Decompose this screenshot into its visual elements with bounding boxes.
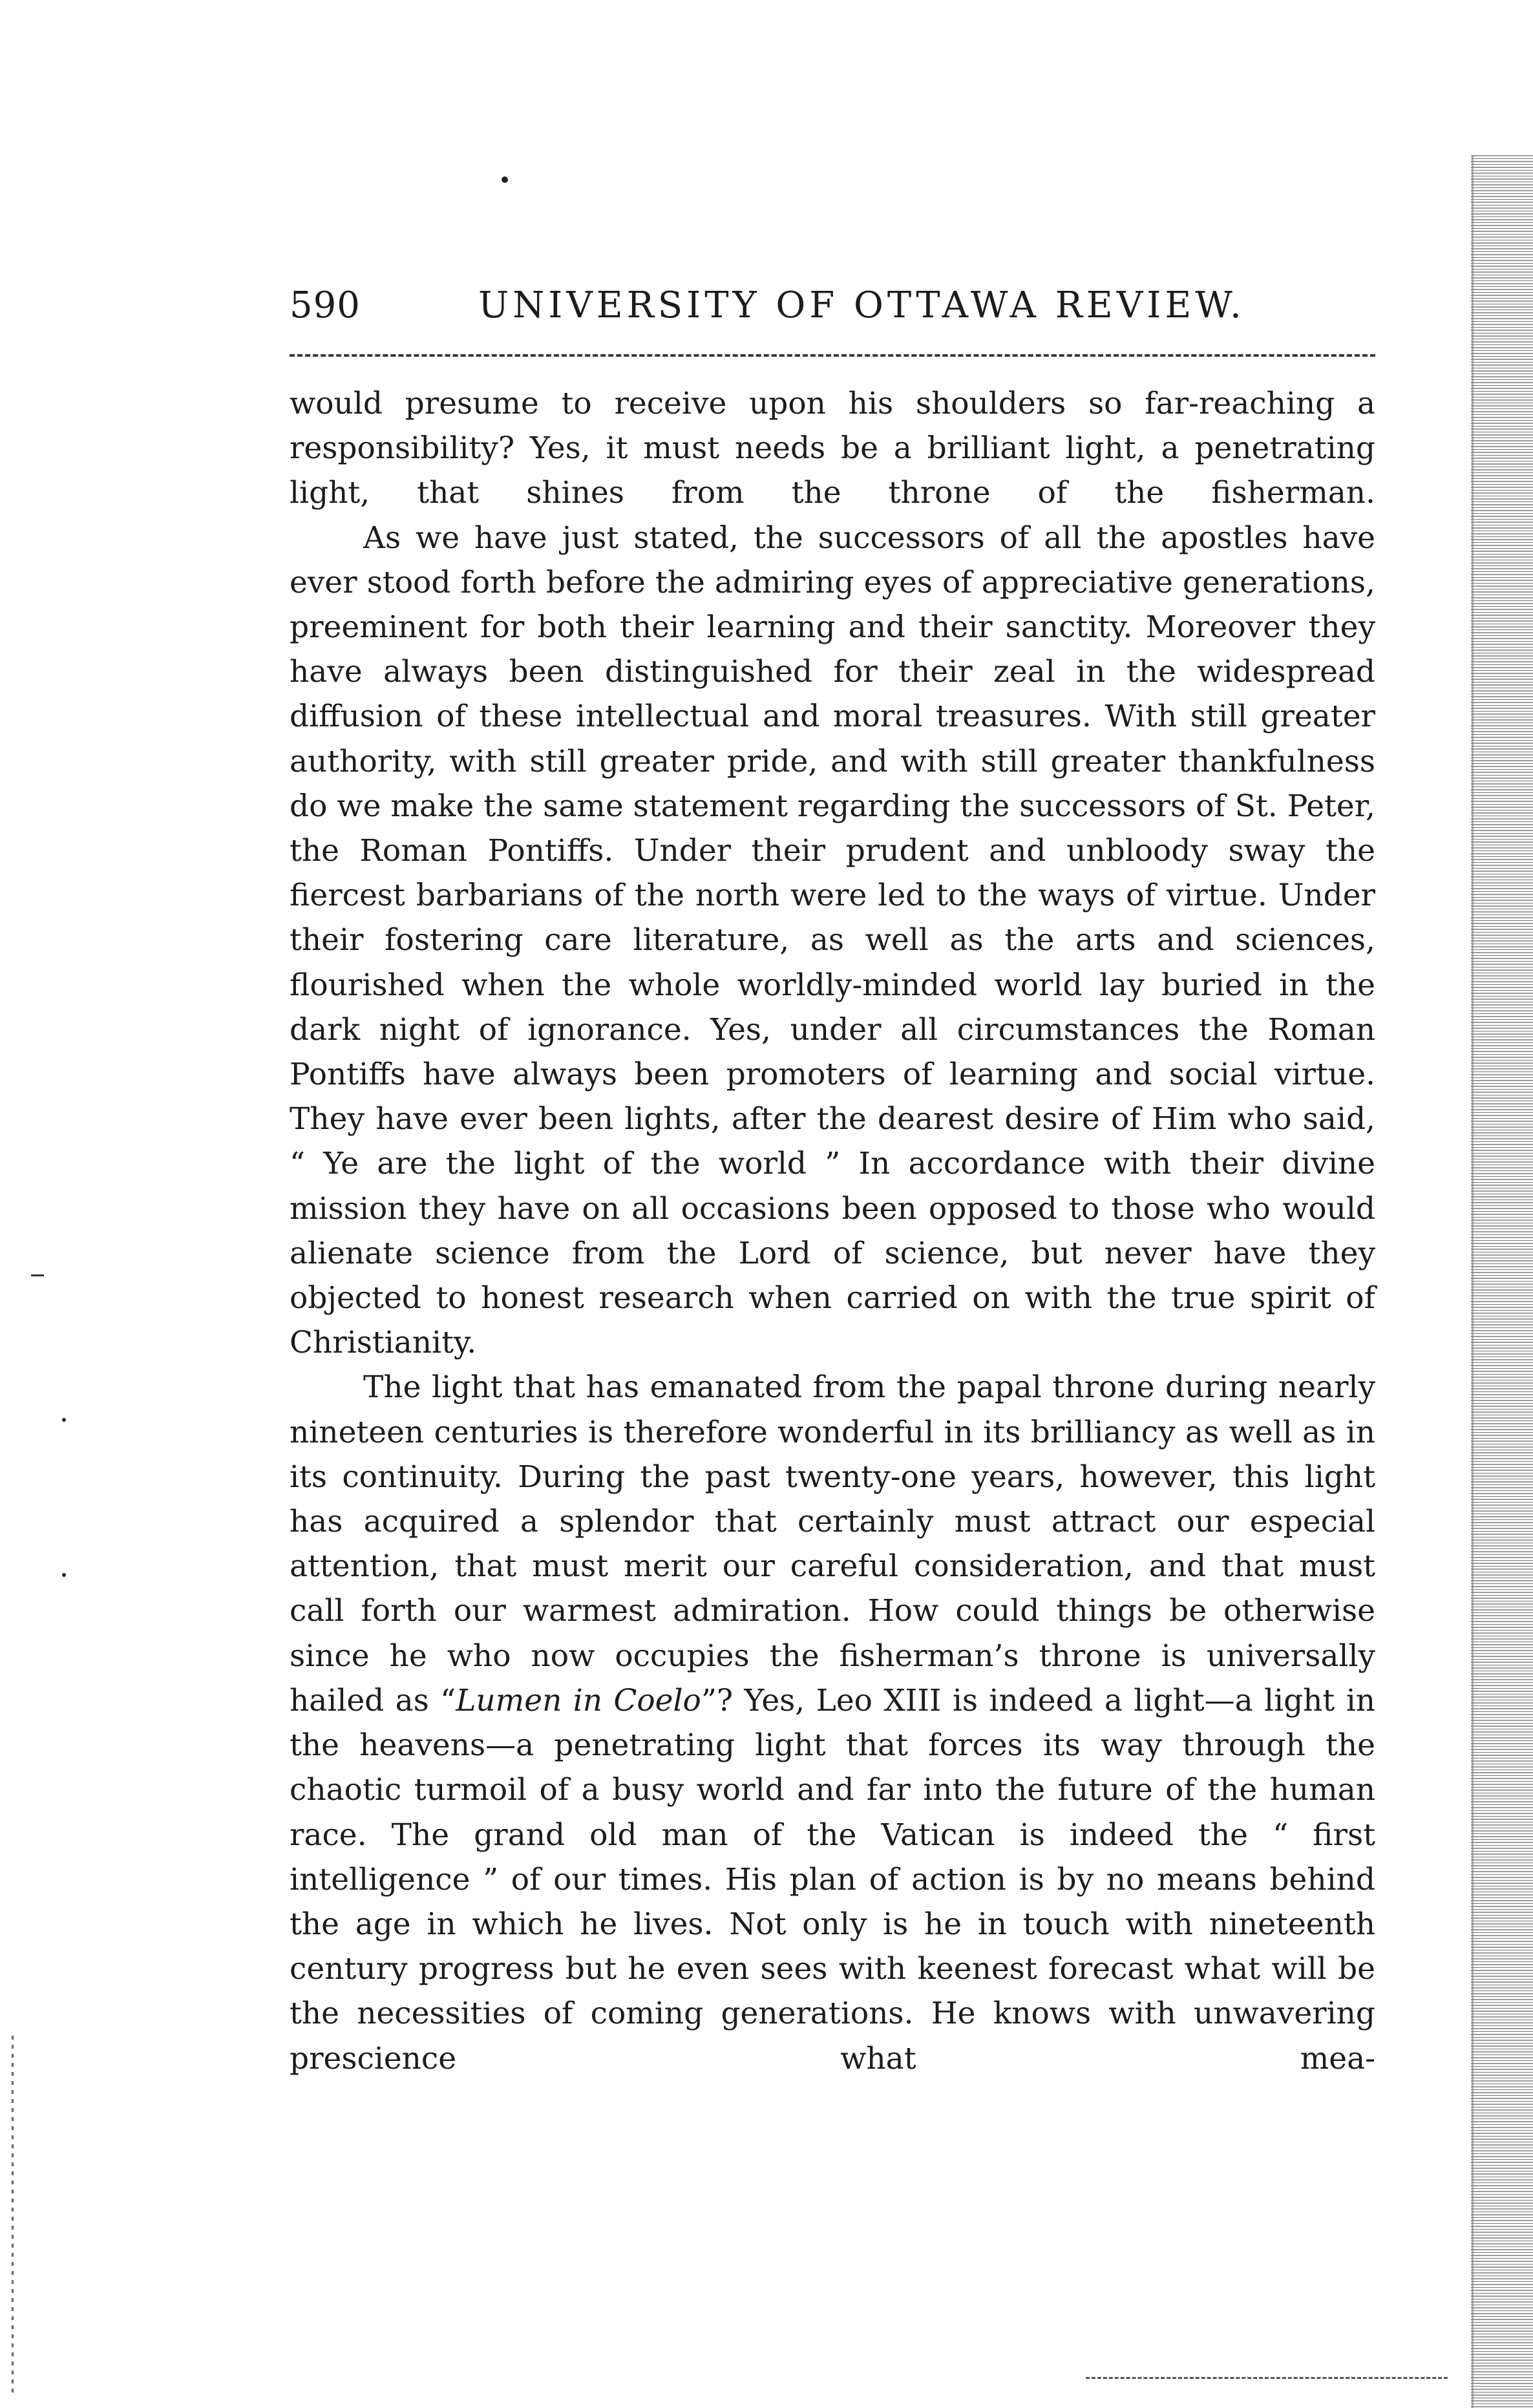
bottom-scan-dash xyxy=(1086,2377,1448,2379)
paragraph-3 xyxy=(290,1365,1375,2080)
lumen-in-coelo-italic: Lumen in Coelo xyxy=(456,1682,701,1718)
scan-edge-line xyxy=(1472,155,1474,2408)
scan-speck xyxy=(62,1418,66,1422)
body-text xyxy=(290,381,1375,2081)
paragraph-3-text-b: ”? Yes, Leo XIII is indeed a light—a light in the heavens—a penetrating light that forces its way through the chaotic turmoil of a busy world and far into the future of the human race. The grand old man of the Vatican is indeed the “ first intelligence ” of our times. His plan of action is by no means behind the age in which he lives. Not only is he in touch with nineteenth century progress but he even sees with keenest forecast what will be the necessities of coming generations. He knows with unwavering prescience what mea- xyxy=(290,1682,1375,2076)
header-rule xyxy=(290,354,1375,357)
scan-speck xyxy=(502,176,508,183)
paragraph-1: would presume to receive upon his shoulders so far-reaching a responsibility? Yes, it must needs be a brilliant light, a penetrating light, that shines from the throne of the fisherman. xyxy=(290,386,1375,511)
running-title: UNIVERSITY OF OTTAWA REVIEW. xyxy=(478,284,1245,326)
scan-speck xyxy=(62,1573,66,1577)
margin-mark xyxy=(31,1274,44,1276)
paragraph-3-text-a: The light that has emanated from the papal throne during nearly nineteen centuries is therefore wonderful in its brilliancy as well as in its continuity. During the past twenty-one years, however, this light has acquired a splendor that certainly must attract our especial attention, that must merit our careful consideration, and that must call forth our warmest admiration. How could things be otherwise since he who now occupies the fisherman’s throne is universally hailed as “ xyxy=(290,1369,1375,1718)
page-number: 590 xyxy=(290,284,361,326)
margin-line-artifact xyxy=(12,2036,14,2398)
paragraph-2: As we have just stated, the successors of all the apostles have ever stood forth before the admiring eyes of appreciative generations, preeminent for both their learning and their sanctity. Moreover they have always been distinguished for their zeal in the widespread diffusion of these intellectual and moral treasures. With still greater authority, with still greater pride, and with still greater thankfulness do we make the same statement regarding the successors of St. Peter, the Roman Pontiffs. Under their prudent and unbloody sway the fiercest barbarians of the north were led to the ways of virtue. Under their fostering care literature, as well as the arts and sciences, flourished when the whole worldly-minded world lay buried in the dark night of ignorance. Yes, under all circumstances the Roman Pontiffs have always been promoters of learning and social virtue. They have ever been lights, after the dearest desire of Him who said, “ Ye are the light of the world ” In accordance with their divine mission they have on all occasions been opposed to those who would alienate science from the Lord of science, but never have they objected to honest research when carried on with the true spirit of Christianity. xyxy=(290,520,1375,1361)
scan-edge-artifact xyxy=(1471,155,1533,2408)
page-header xyxy=(290,284,1375,343)
